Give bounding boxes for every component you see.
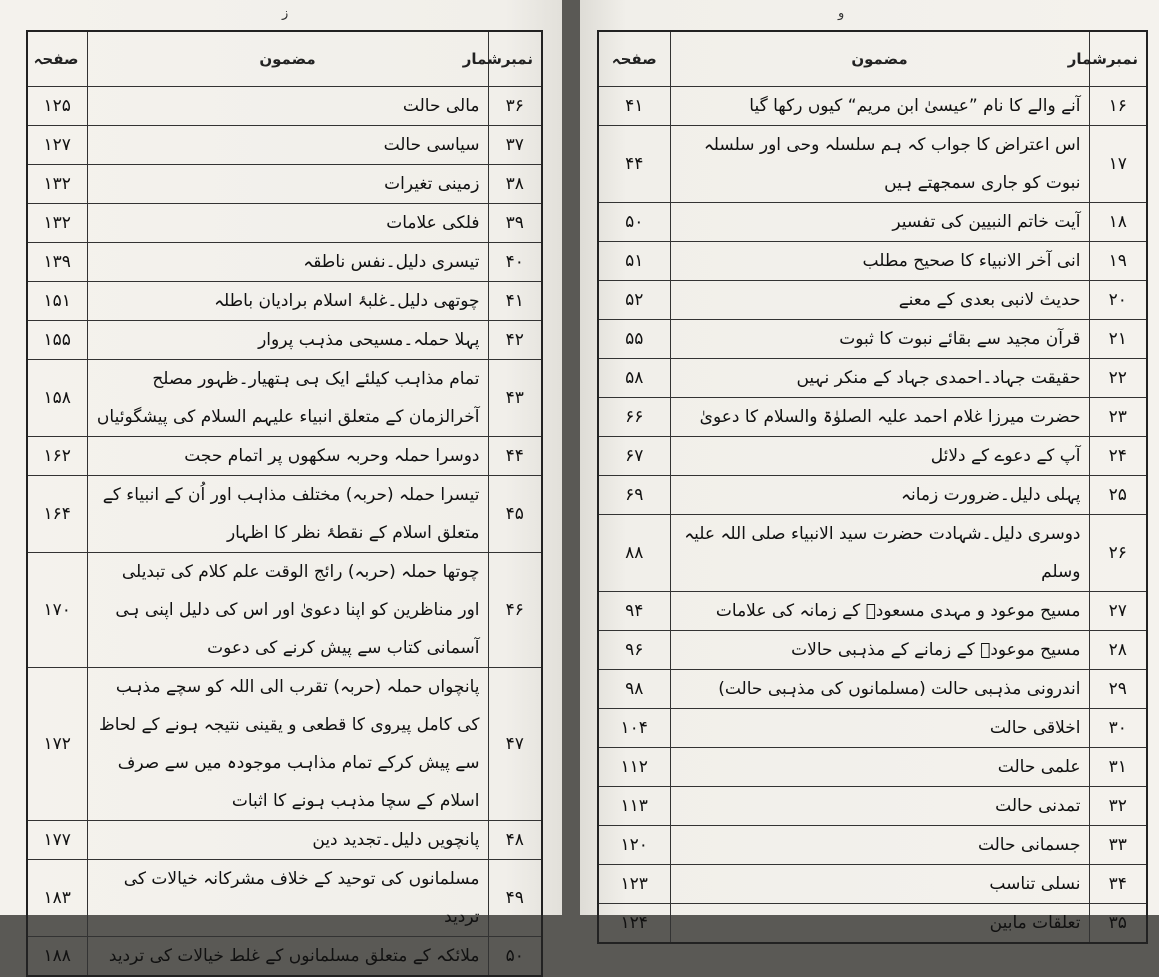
row-number: ۵۰ [488,937,542,977]
row-page: ۱۵۵ [27,321,87,360]
row-subject: تمدنی حالت [670,787,1089,826]
row-number: ۳۱ [1089,748,1147,787]
table-row [27,126,542,165]
row-subject: علمی حالت [670,748,1089,787]
header-number: نمبرشمار [1089,31,1147,87]
row-number: ۴۹ [488,860,542,937]
row-subject: دوسری دلیل۔شہادت حضرت سید الانبیاء صلی اللہ علیہ وسلم [670,515,1089,592]
row-page: ۹۴ [598,592,670,631]
row-page: ۱۶۲ [27,437,87,476]
row-subject: پانچواں حملہ (حربہ) تقرب الی اللہ کو سچے مذہب کی کامل پیروی کا قطعی و یقینی نتیجہ ہونے کے لحاظ سے پیش کرکے تمام مذاہب موجودہ میں سے صرف اسلام کے سچا مذہب ہونے کا اثبات [87,668,488,821]
table-row [27,165,542,204]
row-subject: جسمانی حالت [670,826,1089,865]
row-subject: چوتھی دلیل۔غلبۂ اسلام برادیان باطلہ [87,282,488,321]
row-number: ۴۸ [488,821,542,860]
header-page: صفحہ [598,31,670,87]
row-subject: اس اعتراض کا جواب کہ ہم سلسلہ وحی اور سلسلہ نبوت کو جاری سمجھتے ہیں [670,126,1089,203]
row-page: ۱۲۳ [598,865,670,904]
table-row [598,126,1147,203]
row-subject: آپ کے دعوے کے دلائل [670,437,1089,476]
row-page: ۱۸۸ [27,937,87,977]
row-number: ۳۴ [1089,865,1147,904]
table-row [27,321,542,360]
table-row [27,87,542,126]
row-subject: ملائکہ کے متعلق مسلمانوں کے غلط خیالات کی تردید [87,937,488,977]
row-subject: فلکی علامات [87,204,488,243]
row-subject: آیت خاتم النبیین کی تفسیر [670,203,1089,242]
row-page: ۹۶ [598,631,670,670]
table-row [27,360,542,437]
table-row [27,553,542,668]
row-number: ۲۱ [1089,320,1147,359]
row-page: ۱۳۲ [27,165,87,204]
row-page: ۶۶ [598,398,670,437]
row-number: ۴۲ [488,321,542,360]
table-row [598,476,1147,515]
table-row [598,670,1147,709]
row-page: ۱۳۹ [27,243,87,282]
header-page: صفحہ [27,31,87,87]
table-header-row [598,31,1147,87]
row-number: ۴۰ [488,243,542,282]
row-subject: تعلقات مابین [670,904,1089,944]
row-number: ۳۸ [488,165,542,204]
row-subject: انی آخر الانبیاء کا صحیح مطلب [670,242,1089,281]
table-row [27,860,542,937]
row-number: ۳۲ [1089,787,1147,826]
row-page: ۱۷۲ [27,668,87,821]
row-subject: دوسرا حملہ وحربہ سکھوں پر اتمام حجت [87,437,488,476]
row-subject: مسیح موعودؑ کے زمانے کے مذہبی حالات [670,631,1089,670]
row-number: ۳۰ [1089,709,1147,748]
row-page: ۱۷۷ [27,821,87,860]
row-number: ۴۴ [488,437,542,476]
row-number: ۲۸ [1089,631,1147,670]
row-page: ۵۲ [598,281,670,320]
row-subject: پہلی دلیل۔ضرورت زمانہ [670,476,1089,515]
table-row [598,320,1147,359]
row-subject: پہلا حملہ۔مسیحی مذہب پروار [87,321,488,360]
row-number: ۴۳ [488,360,542,437]
table-row [598,631,1147,670]
row-subject: تمام مذاہب کیلئے ایک ہی ہتھیار۔ظہور مصلح آخرالزمان کے متعلق انبیاء علیہم السلام کی پیشگوئیاں [87,360,488,437]
row-subject: اندرونی مذہبی حالت (مسلمانوں کی مذہبی حالت) [670,670,1089,709]
row-number: ۴۱ [488,282,542,321]
row-subject: چوتھا حملہ (حربہ) رائج الوقت علم کلام کی تبدیلی اور مناظرین کو اپنا دعویٰ اور اس کی دلیل اپنی ہی آسمانی کتاب سے پیش کرنے کی دعوت [87,553,488,668]
row-page: ۶۹ [598,476,670,515]
row-page: ۱۵۸ [27,360,87,437]
row-number: ۴۵ [488,476,542,553]
row-subject: تیسری دلیل۔نفس ناطقہ [87,243,488,282]
row-subject: حضرت میرزا غلام احمد علیہ الصلوٰۃ والسلام کا دعویٰ [670,398,1089,437]
row-page: ۱۲۴ [598,904,670,944]
row-page: ۱۲۷ [27,126,87,165]
row-subject: تیسرا حملہ (حربہ) مختلف مذاہب اور اُن کے انبیاء کے متعلق اسلام کے نقطۂ نظر کا اظہار [87,476,488,553]
row-number: ۳۳ [1089,826,1147,865]
row-number: ۳۵ [1089,904,1147,944]
row-subject: آنے والے کا نام ”عیسیٰ ابن مریم“ کیوں رکھا گیا [670,87,1089,126]
row-subject: حدیث لانبی بعدی کے معنے [670,281,1089,320]
row-page: ۵۱ [598,242,670,281]
row-page: ۶۷ [598,437,670,476]
row-subject: حقیقت جہاد۔احمدی جہاد کے منکر نہیں [670,359,1089,398]
row-page: ۴۱ [598,87,670,126]
row-subject: مالی حالت [87,87,488,126]
header-subject: مضمون [87,31,488,87]
row-page: ۱۰۴ [598,709,670,748]
row-number: ۱۹ [1089,242,1147,281]
row-number: ۲۹ [1089,670,1147,709]
header-number: نمبرشمار [488,31,542,87]
row-page: ۱۸۳ [27,860,87,937]
row-page: ۱۱۲ [598,748,670,787]
row-number: ۲۰ [1089,281,1147,320]
row-subject: زمینی تغیرات [87,165,488,204]
row-page: ۱۳۲ [27,204,87,243]
table-row [27,282,542,321]
page-letter: ز [282,6,289,21]
right-contents-table [597,30,1148,944]
table-row [598,592,1147,631]
table-row [27,437,542,476]
table-row [598,398,1147,437]
table-row [27,476,542,553]
table-row [27,821,542,860]
header-subject: مضمون [670,31,1089,87]
left-contents-table [26,30,543,977]
table-row [598,242,1147,281]
row-subject: نسلی تناسب [670,865,1089,904]
row-page: ۱۲۰ [598,826,670,865]
row-page: ۵۰ [598,203,670,242]
row-number: ۴۷ [488,668,542,821]
table-row [598,203,1147,242]
table-row [598,826,1147,865]
row-page: ۱۷۰ [27,553,87,668]
table-row [598,787,1147,826]
row-subject: اخلاقی حالت [670,709,1089,748]
row-number: ۱۸ [1089,203,1147,242]
table-row [598,359,1147,398]
row-number: ۱۷ [1089,126,1147,203]
table-header-row [27,31,542,87]
table-row [27,243,542,282]
right-table-body [598,87,1147,944]
row-subject: مسلمانوں کی توحید کے خلاف مشرکانہ خیالات کی تردید [87,860,488,937]
row-number: ۲۵ [1089,476,1147,515]
row-number: ۳۷ [488,126,542,165]
row-number: ۲۶ [1089,515,1147,592]
row-number: ۳۶ [488,87,542,126]
table-row [598,437,1147,476]
row-page: ۱۱۳ [598,787,670,826]
left-table-body [27,87,542,977]
row-page: ۵۵ [598,320,670,359]
row-subject: مسیح موعود و مہدی مسعودؑ کے زمانہ کی علامات [670,592,1089,631]
table-row [598,865,1147,904]
row-page: ۵۸ [598,359,670,398]
table-row [598,709,1147,748]
row-number: ۱۶ [1089,87,1147,126]
row-page: ۴۴ [598,126,670,203]
row-subject: قرآن مجید سے بقائے نبوت کا ثبوت [670,320,1089,359]
row-number: ۲۲ [1089,359,1147,398]
page-letter: و [838,6,845,21]
row-number: ۲۷ [1089,592,1147,631]
row-number: ۲۳ [1089,398,1147,437]
table-row [27,937,542,977]
row-subject: پانچویں دلیل۔تجدید دین [87,821,488,860]
table-row [598,87,1147,126]
table-row [598,281,1147,320]
row-page: ۱۲۵ [27,87,87,126]
table-row [598,904,1147,944]
row-page: ۱۵۱ [27,282,87,321]
row-number: ۲۴ [1089,437,1147,476]
table-row [598,748,1147,787]
row-page: ۱۶۴ [27,476,87,553]
row-number: ۳۹ [488,204,542,243]
table-row [27,204,542,243]
row-page: ۸۸ [598,515,670,592]
row-page: ۹۸ [598,670,670,709]
table-row [598,515,1147,592]
row-number: ۴۶ [488,553,542,668]
row-subject: سیاسی حالت [87,126,488,165]
table-row [27,668,542,821]
